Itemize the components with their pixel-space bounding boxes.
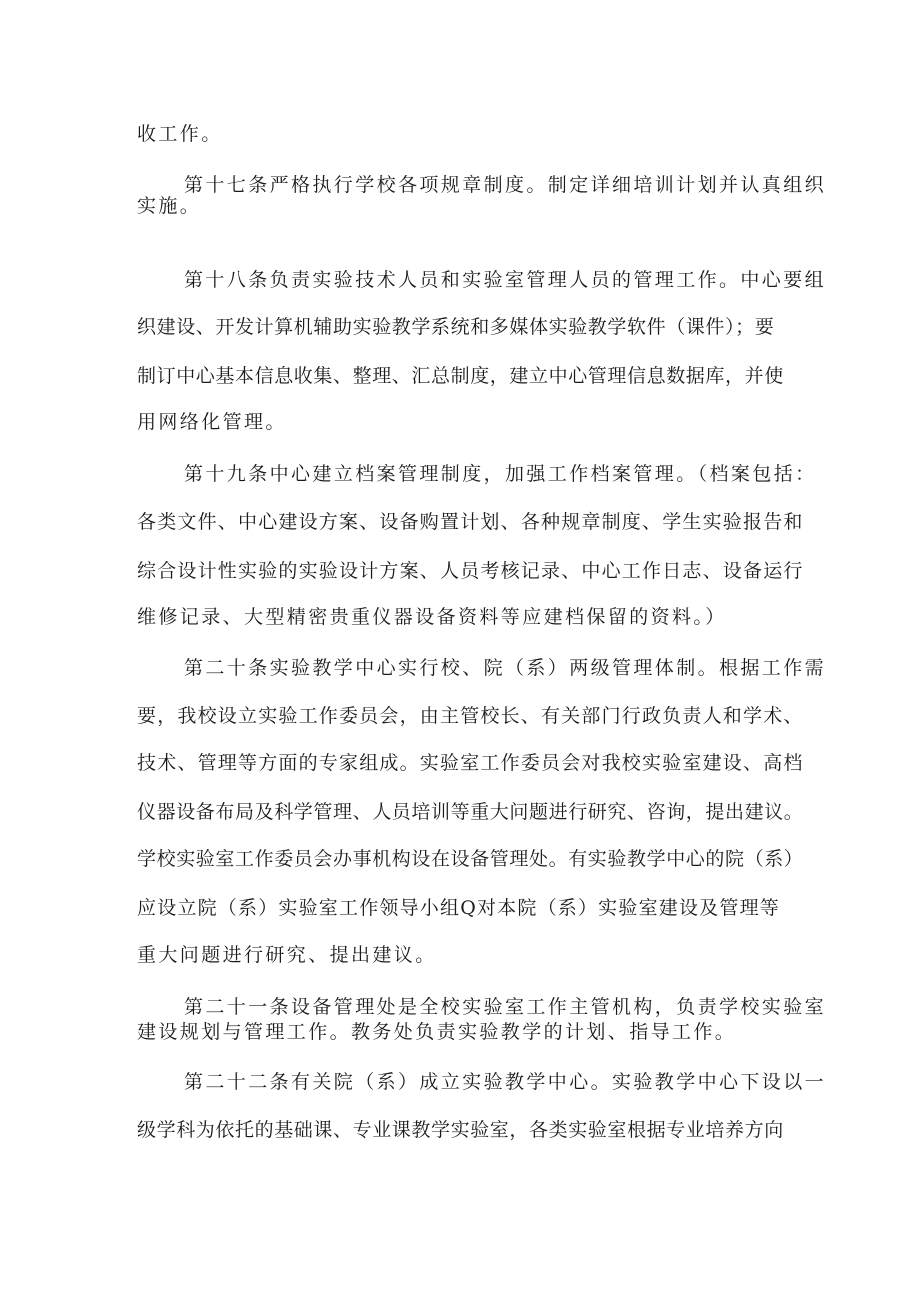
article-20-line-3: 技术、管理等方面的专家组成。实验室工作委员会对我校实验室建设、高档 (137, 752, 804, 774)
article-20-line-4: 仪器设备布局及科学管理、人员培训等重大问题进行研究、咨询，提出建议。 (137, 801, 804, 823)
article-19-line-4: 维修记录、大型精密贵重仪器设备资料等应建档保留的资料。） (137, 606, 727, 628)
article-17-line-2: 实施。 (137, 195, 202, 217)
article-18-line-4: 用网络化管理。 (137, 411, 287, 433)
article-18-line-1: 第十八条负责实验技术人员和实验室管理人员的管理工作。中心要组 (184, 269, 827, 291)
text-line: 收工作。 (137, 123, 223, 145)
article-18-line-3: 制订中心基本信息收集、整理、汇总制度，建立中心管理信息数据库，并使 (137, 365, 784, 387)
article-22-line-2: 级学科为依托的基础课、专业课教学实验室，各类实验室根据专业培养方向 (137, 1119, 784, 1141)
article-17-line-1: 第十七条严格执行学校各项规章制度。制定详细培训计划并认真组织 (184, 174, 827, 196)
article-19-line-2: 各类文件、中心建设方案、设备购置计划、各种规章制度、学生实验报告和 (137, 511, 804, 533)
article-22-line-1: 第二十二条有关院（系）成立实验教学中心。实验教学中心下设以一 (184, 1071, 827, 1093)
article-20-line-5: 学校实验室工作委员会办事机构设在设备管理处。有实验教学中心的院（系） (137, 848, 804, 870)
article-21-line-2: 建设规划与管理工作。教务处负责实验教学的计划、指导工作。 (137, 1021, 737, 1043)
article-18-line-2: 织建设、开发计算机辅助实验教学系统和多媒体实验教学软件（课件）；要 (137, 316, 775, 338)
article-20-line-6: 应设立院（系）实验室工作领导小组Q对本院（系）实验室建设及管理等 (137, 897, 780, 919)
article-20-line-7: 重大问题进行研究、提出建议。 (137, 944, 437, 966)
article-19-line-3: 综合设计性实验的实验设计方案、人员考核记录、中心工作日志、设备运行 (137, 560, 804, 582)
article-19-line-1: 第十九条中心建立档案管理制度，加强工作档案管理。（档案包括： (184, 463, 817, 485)
article-21-line-1: 第二十一条设备管理处是全校实验室工作主管机构，负责学校实验室 (184, 996, 827, 1018)
article-20-line-2: 要，我校设立实验工作委员会，由主管校长、有关部门行政负责人和学术、 (137, 705, 804, 727)
article-20-line-1: 第二十条实验教学中心实行校、院（系）两级管理体制。根据工作需 (184, 657, 827, 679)
